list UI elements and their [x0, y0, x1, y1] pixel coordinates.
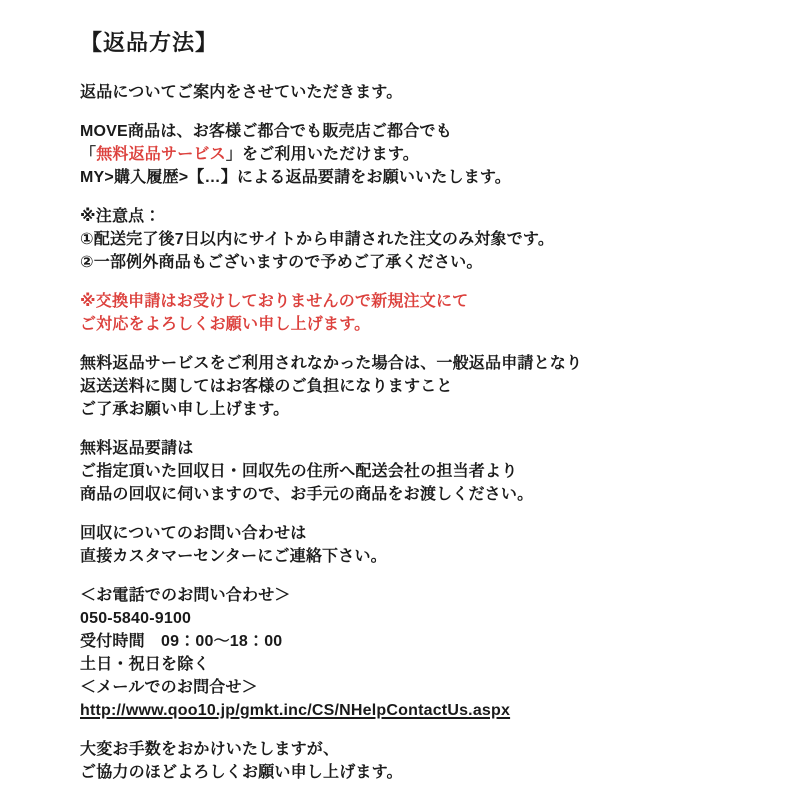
pickup-contact-line-2: 直接カスタマーセンターにご連絡下さい。 — [80, 548, 387, 565]
phone-contact-heading: ＜お電話でのお問い合わせ＞ — [80, 587, 291, 604]
page-title: 【返品方法】 — [80, 30, 219, 55]
pickup-line-1: 無料返品要請は — [80, 440, 194, 457]
contact-info-paragraph — [80, 584, 740, 722]
general-return-line-3: ご了承お願い申し上げます。 — [80, 401, 290, 418]
phone-number: 050-5840-9100 — [80, 610, 192, 627]
free-return-service-highlight: 無料返品サービス — [96, 146, 226, 163]
pickup-contact-paragraph — [80, 522, 740, 568]
service-line-1: MOVE商品は、お客様ご都合でも販売店ご都合でも — [80, 123, 452, 140]
notes-item-1: ①配送完了後7日以内にサイトから申請された注文のみ対象です。 — [80, 231, 555, 248]
notes-item-2: ②一部例外商品もございますので予めご了承ください。 — [80, 254, 483, 271]
pickup-line-3: 商品の回収に伺いますので、お手元の商品をお渡しください。 — [80, 486, 534, 503]
pickup-line-2: ご指定頂いた回収日・回収先の住所へ配送会社の担当者より — [80, 463, 518, 480]
exchange-warning-line-1: ※交換申請はお受けしておりませんので新規注文にて — [80, 293, 469, 310]
free-return-service-paragraph — [80, 120, 740, 189]
service-line-2-rest: 」をご利用いただけます。 — [225, 146, 419, 163]
pickup-paragraph — [80, 437, 740, 506]
general-return-line-2: 返送送料に関してはお客様のご負担になりますこと — [80, 378, 453, 395]
quote-open: 「 — [80, 146, 97, 163]
intro-text: 返品についてご案内をさせていただきます。 — [80, 84, 403, 101]
business-hours: 受付時間 09：00～18：00 — [80, 633, 283, 650]
contact-url-link[interactable]: http://www.qoo10.jp/gmkt.inc/CS/NHelpContactUs.aspx — [80, 702, 511, 719]
contact-url-line — [80, 699, 740, 722]
pickup-contact-line-1: 回収についてのお問い合わせは — [80, 525, 307, 542]
closing-line-1: 大変お手数をおかけいたしますが、 — [80, 741, 340, 758]
service-line-3: MY>購入履歴>【…】による返品要請をお願いいたします。 — [80, 169, 512, 186]
notes-paragraph — [80, 205, 740, 274]
service-line-2 — [80, 143, 740, 166]
closing-paragraph — [80, 738, 740, 784]
mail-contact-heading: ＜メールでのお問合せ＞ — [80, 679, 258, 696]
exchange-warning-line-2: ご対応をよろしくお願い申し上げます。 — [80, 316, 371, 333]
closing-line-2: ご協力のほどよろしくお願い申し上げます。 — [80, 764, 403, 781]
general-return-line-1: 無料返品サービスをご利用されなかった場合は、一般返品申請となり — [80, 355, 583, 372]
closed-days: 土日・祝日を除く — [80, 656, 210, 673]
notes-heading: ※注意点： — [80, 208, 161, 225]
general-return-paragraph — [80, 352, 740, 421]
exchange-warning-paragraph — [80, 290, 740, 336]
